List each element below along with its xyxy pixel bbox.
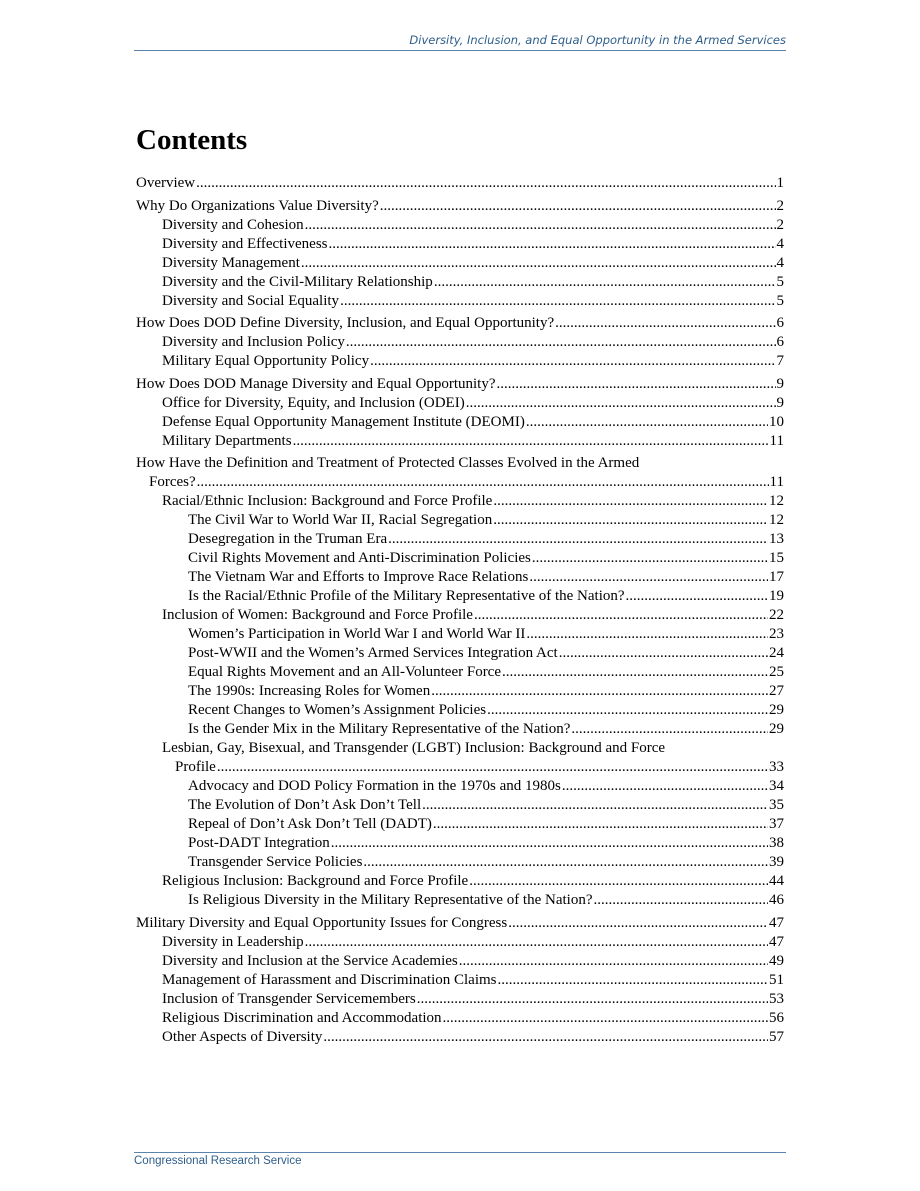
toc-page-number: 12 (769, 512, 784, 529)
toc-page-number: 2 (776, 197, 784, 214)
toc-entry-title: Overview (136, 175, 196, 191)
toc-page-number: 27 (769, 683, 784, 700)
toc-page-number: 2 (776, 216, 784, 233)
toc-leader-dots (466, 394, 776, 413)
toc-entry[interactable] (136, 952, 784, 971)
toc-page-number: 39 (769, 854, 784, 871)
toc-leader-dots (305, 933, 768, 952)
toc-entry[interactable] (136, 891, 784, 910)
toc-page-number: 17 (769, 569, 784, 586)
toc-page-number: 29 (769, 721, 784, 738)
toc-entry[interactable] (136, 606, 784, 625)
toc-entry[interactable] (136, 568, 784, 587)
toc-entry-title: Civil Rights Movement and Anti-Discrimination Policies (188, 550, 531, 567)
toc-entry-title: Advocacy and DOD Policy Formation in the 1970s and 1980s (188, 778, 561, 795)
toc-page-number: 5 (776, 273, 784, 290)
toc-entry-title: Military Equal Opportunity Policy (162, 353, 370, 370)
toc-entry[interactable] (136, 352, 784, 371)
toc-entry-title: Other Aspects of Diversity (162, 1028, 323, 1045)
toc-entry-title: Office for Diversity, Equity, and Inclusion (ODEI) (162, 394, 465, 411)
toc-entry-title: How Does DOD Define Diversity, Inclusion, and Equal Opportunity? (136, 315, 555, 332)
toc-leader-dots (346, 333, 776, 352)
toc-entry-title: Equal Rights Movement and an All-Volunteer Force (188, 664, 502, 681)
toc-entry-title: Lesbian, Gay, Bisexual, and Transgender (LGBT) Inclusion: Background and Force (162, 740, 666, 757)
toc-entry[interactable] (136, 815, 784, 834)
toc-leader-dots (196, 174, 775, 193)
toc-entry-title: Religious Discrimination and Accommodation (162, 1009, 442, 1026)
toc-leader-dots (459, 952, 768, 971)
toc-entry-title: Inclusion of Women: Background and Force Profile (162, 607, 473, 624)
toc-leader-dots (388, 530, 768, 549)
toc-entry[interactable] (136, 254, 784, 273)
toc-entry[interactable] (136, 971, 784, 990)
toc-leader-dots (498, 971, 768, 990)
toc-entry-title: Diversity Management (162, 254, 300, 271)
toc-leader-dots (594, 891, 769, 910)
toc-entry[interactable] (136, 235, 784, 254)
toc-page-number: 10 (769, 413, 784, 430)
toc-page-number: 56 (769, 1009, 784, 1026)
toc-entry[interactable] (136, 682, 784, 701)
toc-entry[interactable] (136, 432, 784, 451)
toc-leader-dots (508, 914, 768, 933)
toc-entry[interactable] (136, 587, 784, 606)
toc-entry[interactable] (136, 375, 784, 394)
toc-page-number: 47 (769, 933, 784, 950)
toc-entry[interactable] (136, 853, 784, 872)
toc-entry-title-continued: Forces? (149, 474, 196, 491)
toc-page-number: 33 (769, 759, 784, 776)
running-header: Diversity, Inclusion, and Equal Opportunity in the Armed Services (134, 33, 786, 51)
toc-leader-dots (433, 815, 768, 834)
toc-entry[interactable] (136, 625, 784, 644)
toc-leader-dots (529, 568, 768, 587)
toc-entry-title: Management of Harassment and Discrimination Claims (162, 971, 497, 988)
toc-entry-title: Desegregation in the Truman Era (188, 531, 388, 548)
toc-entry-title: Diversity and Social Equality (162, 292, 340, 309)
page-title: Contents (136, 124, 248, 156)
toc-page-number: 9 (776, 375, 784, 392)
toc-leader-dots (301, 254, 776, 273)
toc-entry-title: Diversity and Cohesion (162, 216, 304, 233)
toc-entry-title: Is Religious Diversity in the Military Representative of the Nation? (188, 892, 593, 909)
toc-page-number: 46 (769, 892, 784, 909)
toc-leader-dots (305, 216, 776, 235)
toc-page-number: 15 (769, 550, 784, 567)
toc-leader-dots (422, 796, 768, 815)
running-footer: Congressional Research Service (134, 1152, 786, 1167)
toc-leader-dots (474, 606, 768, 625)
toc-entry-title: Is the Racial/Ethnic Profile of the Military Representative of the Nation? (188, 588, 625, 605)
toc-entry[interactable] (136, 174, 784, 193)
toc-page-number: 57 (769, 1028, 784, 1045)
toc-page-number: 1 (776, 175, 784, 191)
toc-entry-title: The Vietnam War and Efforts to Improve Race Relations (188, 569, 529, 586)
toc-page-number: 7 (776, 353, 784, 370)
toc-leader-dots (526, 625, 768, 644)
toc-leader-dots (217, 758, 768, 777)
toc-leader-dots (487, 701, 768, 720)
toc-entry[interactable] (136, 511, 784, 530)
toc-entry[interactable] (136, 216, 784, 235)
toc-entry[interactable] (136, 720, 784, 739)
toc-leader-dots (293, 432, 769, 451)
toc-entry[interactable] (136, 914, 784, 933)
toc-leader-dots (497, 375, 776, 394)
toc-entry-title: Repeal of Don’t Ask Don’t Tell (DADT) (188, 816, 432, 833)
toc-page-number: 13 (769, 531, 784, 548)
toc-entry[interactable] (136, 314, 784, 333)
toc-leader-dots (571, 720, 768, 739)
toc-entry-title: Diversity in Leadership (162, 933, 304, 950)
toc-entry[interactable] (136, 701, 784, 720)
toc-leader-dots (197, 473, 769, 492)
toc-page-number: 19 (769, 588, 784, 605)
toc-entry-title: Diversity and Inclusion at the Service Academies (162, 952, 458, 969)
toc-entry[interactable] (136, 777, 784, 796)
toc-entry[interactable] (136, 394, 784, 413)
toc-entry[interactable] (136, 197, 784, 216)
toc-entry-title: Women’s Participation in World War I and World War II (188, 626, 526, 643)
toc-entry-title: Diversity and the Civil-Military Relationship (162, 273, 433, 290)
toc-page-number: 51 (769, 971, 784, 988)
toc-leader-dots (626, 587, 768, 606)
toc-leader-dots (417, 990, 768, 1009)
toc-leader-dots (526, 413, 768, 432)
toc-page-number: 53 (769, 990, 784, 1007)
toc-page-number: 37 (769, 816, 784, 833)
toc-entry-title-continued: Profile (175, 759, 216, 776)
toc-entry[interactable] (136, 549, 784, 568)
toc-entry-title: The Evolution of Don’t Ask Don’t Tell (188, 797, 422, 814)
toc-entry[interactable] (136, 292, 784, 311)
toc-entry[interactable] (136, 990, 784, 1009)
toc-page-number: 6 (776, 334, 784, 351)
toc-leader-dots (532, 549, 768, 568)
toc-entry[interactable] (136, 1009, 784, 1028)
toc-leader-dots (329, 235, 776, 254)
toc-entry-title: How Have the Definition and Treatment of Protected Classes Evolved in the Armed (136, 455, 640, 472)
toc-page-number: 22 (769, 607, 784, 624)
toc-entry-title: Why Do Organizations Value Diversity? (136, 197, 379, 214)
toc-entry-title: Inclusion of Transgender Servicemembers (162, 990, 416, 1007)
toc-entry-title: Recent Changes to Women’s Assignment Policies (188, 702, 487, 719)
toc-leader-dots (469, 872, 768, 891)
toc-entry-title: Transgender Service Policies (188, 854, 363, 871)
toc-leader-dots (340, 292, 775, 311)
toc-leader-dots (363, 853, 768, 872)
toc-page-number: 44 (769, 873, 784, 890)
toc-entry-title: Military Departments (162, 432, 292, 449)
toc-entry[interactable] (136, 273, 784, 292)
toc-entry-title: Post-WWII and the Women’s Armed Services Integration Act (188, 645, 558, 662)
toc-page-number: 49 (769, 952, 784, 969)
toc-page-number: 29 (769, 702, 784, 719)
toc-entry[interactable] (136, 413, 784, 432)
toc-entry-title: How Does DOD Manage Diversity and Equal Opportunity? (136, 375, 496, 392)
toc-leader-dots (493, 492, 768, 511)
toc-page-number: 4 (776, 254, 784, 271)
toc-page-number: 34 (769, 778, 784, 795)
toc-entry[interactable] (136, 454, 784, 492)
toc-entry-title: Racial/Ethnic Inclusion: Background and Force Profile (162, 493, 493, 510)
toc-leader-dots (502, 663, 768, 682)
toc-entry-title: Defense Equal Opportunity Management Institute (DEOMI) (162, 413, 525, 430)
toc-entry[interactable] (136, 333, 784, 352)
toc-page-number: 35 (769, 797, 784, 814)
toc-entry[interactable] (136, 644, 784, 663)
toc-entry-title: Is the Gender Mix in the Military Representative of the Nation? (188, 721, 571, 738)
toc-leader-dots (559, 644, 768, 663)
toc-entry[interactable] (136, 933, 784, 952)
toc-leader-dots (443, 1009, 768, 1028)
toc-page-number: 9 (776, 394, 784, 411)
toc-page-number: 5 (776, 292, 784, 309)
toc-entry[interactable] (136, 739, 784, 777)
toc-entry-title: Post-DADT Integration (188, 835, 330, 852)
toc-page-number: 11 (769, 474, 784, 491)
toc-page-number: 47 (769, 914, 784, 931)
toc-leader-dots (323, 1028, 768, 1047)
toc-entry-title: The 1990s: Increasing Roles for Women (188, 683, 431, 700)
toc-entry[interactable] (136, 872, 784, 891)
table-of-contents (136, 174, 784, 1047)
toc-page-number: 4 (776, 235, 784, 252)
toc-page-number: 38 (769, 835, 784, 852)
toc-entry[interactable] (136, 796, 784, 815)
toc-entry[interactable] (136, 834, 784, 853)
toc-entry[interactable] (136, 663, 784, 682)
toc-entry[interactable] (136, 530, 784, 549)
toc-leader-dots (555, 314, 775, 333)
toc-page-number: 25 (769, 664, 784, 681)
toc-leader-dots (331, 834, 768, 853)
toc-page-number: 6 (776, 315, 784, 332)
toc-entry[interactable] (136, 492, 784, 511)
toc-leader-dots (493, 511, 768, 530)
toc-entry-title: Military Diversity and Equal Opportunity Issues for Congress (136, 914, 508, 931)
toc-leader-dots (434, 273, 776, 292)
toc-page-number: 23 (769, 626, 784, 643)
toc-leader-dots (431, 682, 768, 701)
toc-page-number: 24 (769, 645, 784, 662)
toc-page-number: 11 (769, 432, 784, 449)
toc-entry-title: Diversity and Inclusion Policy (162, 334, 345, 351)
toc-entry-title: The Civil War to World War II, Racial Segregation (188, 512, 493, 529)
toc-entry[interactable] (136, 1028, 784, 1047)
toc-entry-title: Religious Inclusion: Background and Force Profile (162, 873, 469, 890)
toc-leader-dots (380, 197, 776, 216)
toc-leader-dots (562, 777, 768, 796)
toc-leader-dots (370, 352, 775, 371)
toc-page-number: 12 (769, 493, 784, 510)
toc-entry-title: Diversity and Effectiveness (162, 235, 328, 252)
